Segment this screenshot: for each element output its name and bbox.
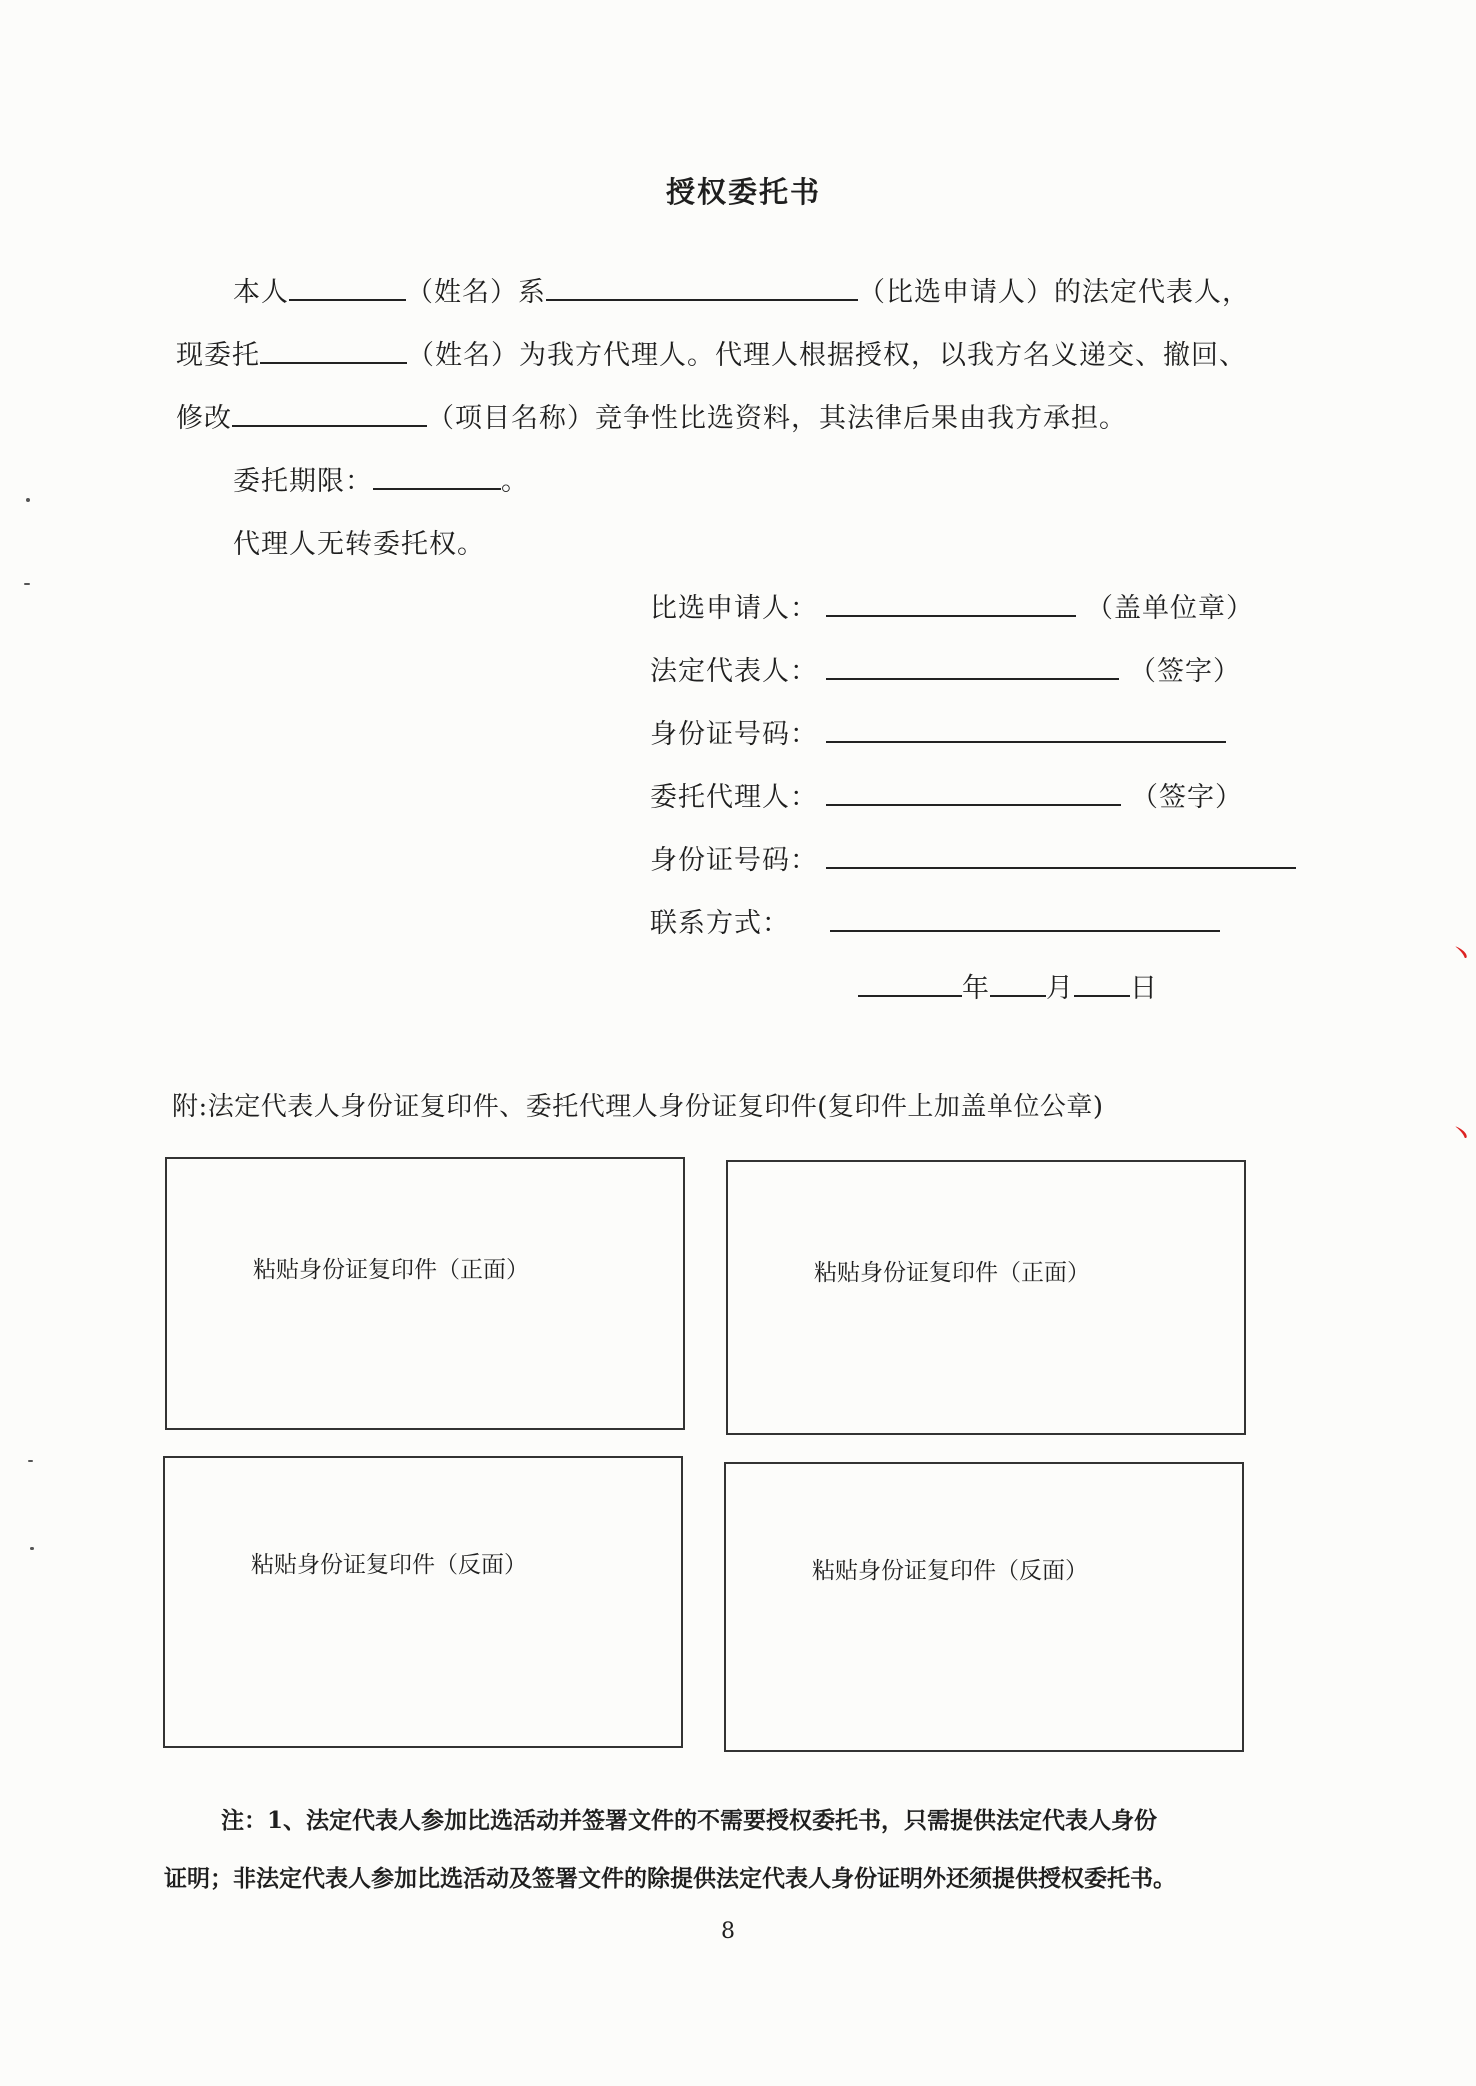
id1-label: 身份证号码： — [650, 719, 818, 750]
applicant-blank[interactable] — [546, 275, 858, 301]
agent-sign-blank[interactable] — [826, 780, 1121, 806]
text-xiugai: 修改 — [176, 403, 232, 434]
applicant-row — [650, 586, 1254, 625]
para-line-1 — [233, 270, 1250, 309]
no-subdelegate-text: 代理人无转委托权。 — [233, 529, 485, 560]
period-end: 。 — [501, 466, 529, 497]
contact-label: 联系方式： — [650, 908, 790, 939]
legal-rep-row — [650, 649, 1241, 688]
id2-row — [650, 838, 1296, 877]
page-title: 授权委托书 — [666, 175, 822, 209]
para-line-3 — [176, 396, 1127, 435]
legal-rep-label: 法定代表人： — [650, 656, 818, 687]
period-blank[interactable] — [373, 464, 501, 490]
text-name-xi: （姓名）系 — [406, 277, 546, 308]
name-blank[interactable] — [289, 275, 406, 301]
id-back-box-right[interactable] — [724, 1462, 1244, 1752]
scan-speck-4 — [30, 1547, 34, 1550]
agent-name-blank[interactable] — [260, 338, 407, 364]
year-label: 年 — [962, 973, 990, 1004]
id-front-label-right: 粘贴身份证复印件（正面） — [814, 1260, 1090, 1286]
red-stamp-fragment-icon: 丶 — [1446, 1118, 1476, 1153]
id2-label: 身份证号码： — [650, 845, 818, 876]
red-stamp-fragment-icon: 丶 — [1446, 938, 1476, 973]
text-agent-authority: （姓名）为我方代理人。代理人根据授权，以我方名义递交、撤回、 — [407, 340, 1247, 371]
contact-blank[interactable] — [830, 906, 1220, 932]
attachment-text: 附:法定代表人身份证复印件、委托代理人身份证复印件(复印件上加盖单位公章) — [172, 1092, 1104, 1122]
id-back-label-left: 粘贴身份证复印件（反面） — [251, 1552, 527, 1578]
applicant-sign-blank[interactable] — [826, 591, 1076, 617]
text-legal-rep: （比选申请人）的法定代表人， — [858, 277, 1250, 308]
month-blank[interactable] — [990, 971, 1046, 997]
applicant-label: 比选申请人： — [650, 593, 818, 624]
id-front-box-left[interactable] — [165, 1157, 685, 1430]
period-label: 委托期限： — [233, 466, 373, 497]
note-line-1: 注：1、法定代表人参加比选活动并签署文件的不需要授权委托书，只需提供法定代表人身份 — [221, 1807, 1158, 1834]
month-label: 月 — [1046, 973, 1074, 1004]
id2-blank[interactable] — [826, 843, 1296, 869]
contact-row — [650, 901, 1220, 940]
id-front-label-left: 粘贴身份证复印件（正面） — [253, 1257, 529, 1283]
agent-suffix: （签字） — [1131, 782, 1243, 813]
id-back-box-left[interactable] — [163, 1456, 683, 1748]
scan-speck-1 — [26, 498, 30, 502]
text-xian-weituo: 现委托 — [176, 340, 260, 371]
year-blank[interactable] — [858, 971, 962, 997]
scan-speck-3 — [28, 1460, 33, 1462]
text-project-consequence: （项目名称）竞争性比选资料，其法律后果由我方承担。 — [427, 403, 1127, 434]
project-name-blank[interactable] — [232, 401, 427, 427]
legal-rep-sign-blank[interactable] — [826, 654, 1119, 680]
id-front-box-right[interactable] — [726, 1160, 1246, 1435]
day-blank[interactable] — [1074, 971, 1130, 997]
para-line-2 — [176, 333, 1247, 372]
agent-row — [650, 775, 1243, 814]
scan-speck-2 — [24, 583, 30, 585]
agent-label: 委托代理人： — [650, 782, 818, 813]
id1-row — [650, 712, 1226, 751]
legal-rep-suffix: （签字） — [1129, 656, 1241, 687]
applicant-suffix: （盖单位章） — [1086, 593, 1254, 624]
note-line-2: 证明；非法定代表人参加比选活动及签署文件的除提供法定代表人身份证明外还须提供授权委托书。 — [164, 1865, 1176, 1892]
id-back-label-right: 粘贴身份证复印件（反面） — [812, 1558, 1088, 1584]
id1-blank[interactable] — [826, 717, 1226, 743]
text-ben-ren: 本人 — [233, 277, 289, 308]
page-number: 8 — [721, 1919, 735, 1944]
day-label: 日 — [1130, 973, 1158, 1004]
period-line — [233, 459, 529, 498]
date-row — [858, 966, 1158, 1005]
